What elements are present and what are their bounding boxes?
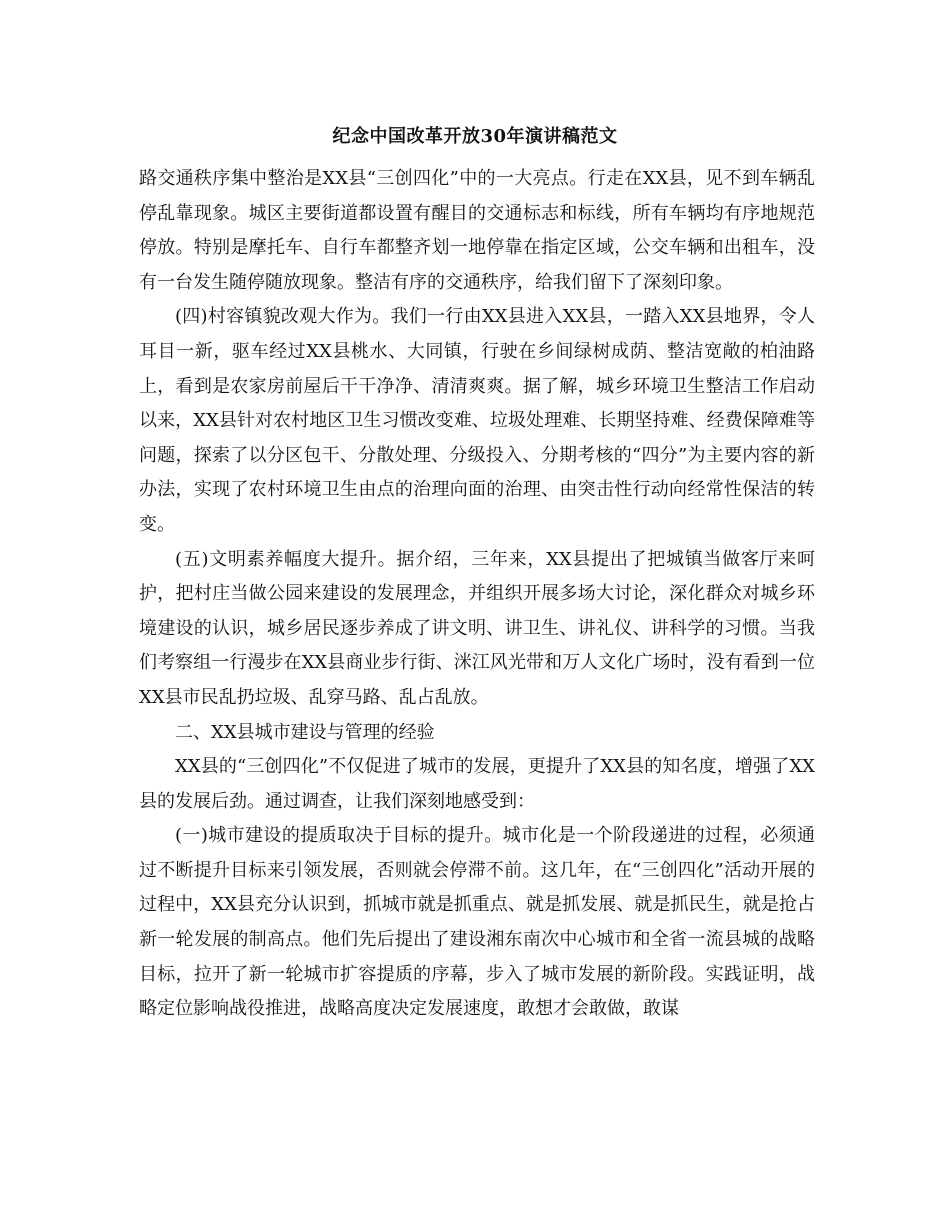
paragraph-3: (五)文明素养幅度大提升。据介绍，三年来，XX县提出了把城镇当做客厅来呵护，把村庄当做公园来建设的发展理念，并组织开展多场大讨论，深化群众对城乡环境建设的认识，城乡居民逐步养成了讲文明、讲卫生、讲礼仪、讲科学的习惯。当我们考察组一行漫步在XX县商业步行街、洣江风光带和万人文化广场时，没有看到一位XX县市民乱扔垃圾、乱穿马路、乱占乱放。 (139, 548, 815, 708)
document-body (139, 162, 815, 1027)
section-heading: 二、XX县城市建设与管理的经验 (175, 721, 435, 743)
paragraph-2: (四)村容镇貌改观大作为。我们一行由XX县进入XX县，一踏入XX县地界，令人耳目一新，驱车经过XX县桃水、大同镇，行驶在乡间绿树成荫、整洁宽敞的柏油路上，看到是农家房前屋后干干净净、清清爽爽。据了解，城乡环境卫生整洁工作启动以来，XX县针对农村地区卫生习惯改变难、垃圾处理难、长期坚持难、经费保障难等问题，探索了以分区包干、分散处理、分级投入、分期考核的“四分”为主要内容的新办法，实现了农村环境卫生由点的治理向面的治理、由突击性行动向经常性保洁的转变。 (139, 306, 815, 535)
document-title: 纪念中国改革开放30年演讲稿范文 (332, 126, 618, 147)
paragraph-1: 路交通秩序集中整治是XX县“三创四化”中的一大亮点。行走在XX县，见不到车辆乱停乱靠现象。城区主要街道都设置有醒目的交通标志和标线，所有车辆均有序地规范停放。特别是摩托车、自行车都整齐划一地停靠在指定区域，公交车辆和出租车，没有一台发生随停随放现象。整洁有序的交通秩序，给我们留下了深刻印象。 (139, 168, 815, 293)
paragraph-5: (一)城市建设的提质取决于目标的提升。城市化是一个阶段递进的过程，必须通过不断提升目标来引领发展，否则就会停滞不前。这几年，在“三创四化”活动开展的过程中，XX县充分认识到，抓城市就是抓重点、就是抓发展、就是抓民生，就是抢占新一轮发展的制高点。他们先后提出了建设湘东南次中心城市和全省一流县城的战略目标，拉开了新一轮城市扩容提质的序幕，步入了城市发展的新阶段。实践证明，战略定位影响战役推进，战略高度决定发展速度，敢想才会敢做，敢谋 (139, 825, 815, 1020)
paragraph-4: XX县的“三创四化”不仅促进了城市的发展，更提升了XX县的知名度，增强了XX县的发展后劲。通过调查，让我们深刻地感受到： (139, 756, 815, 812)
